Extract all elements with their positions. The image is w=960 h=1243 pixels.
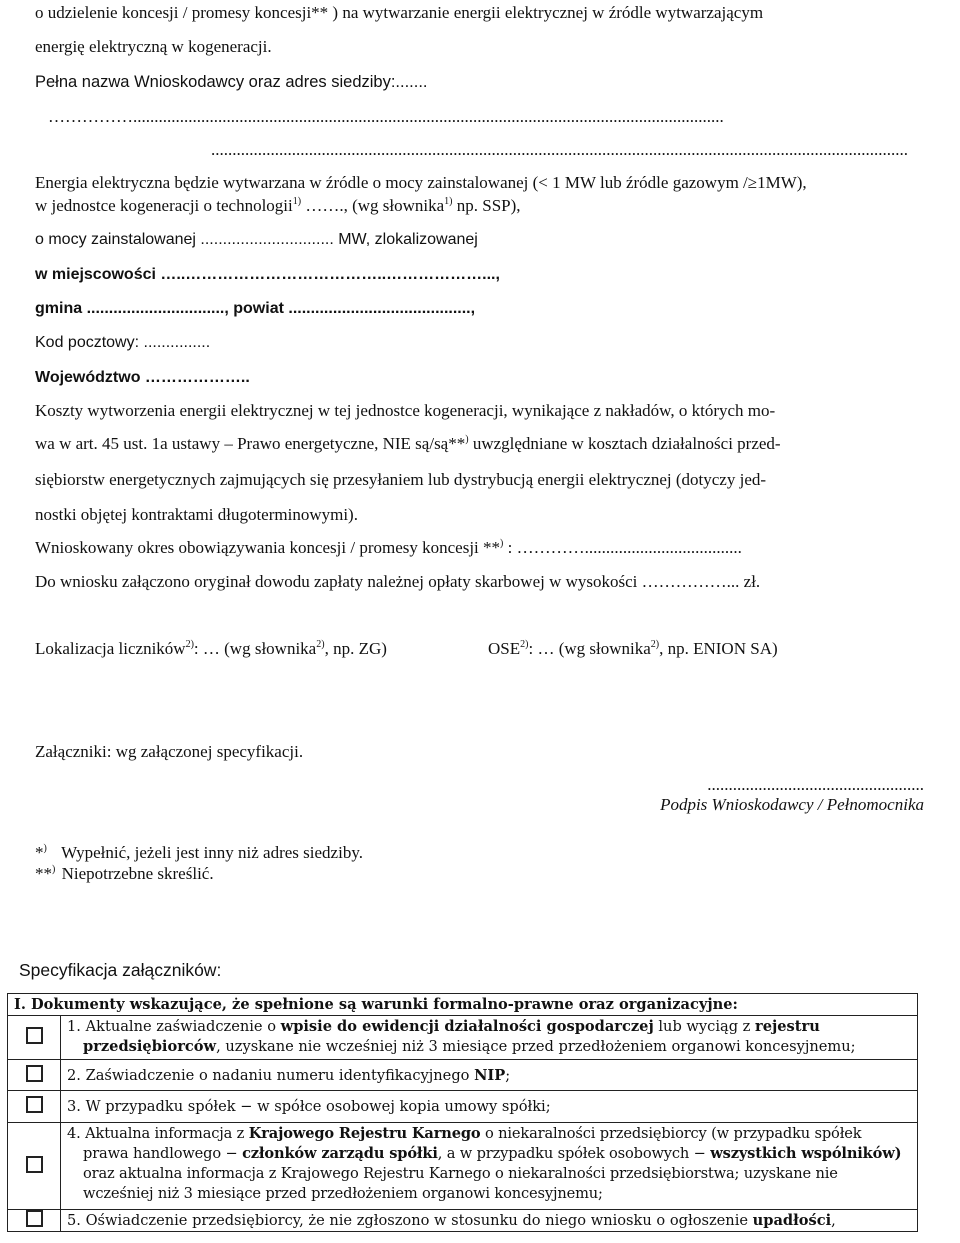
checkbox-cell[interactable] [8, 1091, 61, 1123]
item-text-bold: Krajowego Rejestru Karnego [248, 1125, 481, 1142]
meters-label: Lokalizacja liczników [35, 639, 186, 658]
capacity-line[interactable]: o mocy zainstalowanej .............................. MW, zlokalizowanej [35, 231, 478, 248]
item-text: Zaświadczenie o nadaniu numeru identyfikacyjnego [85, 1066, 475, 1084]
footnote-mark: 2) [316, 639, 325, 650]
costs-text: wa w art. 45 ust. 1a ustawy – Prawo energetyczne, NIE są/są** [35, 434, 466, 453]
footnote-2 [35, 864, 214, 884]
item-number: 5. [67, 1212, 81, 1229]
item-text: ; [505, 1066, 511, 1084]
spec-item [61, 1016, 918, 1060]
item-text-bold: wpisie do ewidencji działalności gospodarczej [280, 1018, 654, 1035]
applicant-label: Pełna nazwa Wnioskodawcy oraz adres siedziby:....... [35, 73, 428, 91]
checkbox-cell[interactable] [8, 1016, 61, 1060]
meters-location[interactable] [35, 639, 387, 659]
checkbox[interactable] [26, 1156, 43, 1173]
item-text: lub wyciąg z [653, 1018, 756, 1035]
item-text-bold: członków zarządu spółki [242, 1145, 438, 1162]
footnote-text: Wypełnić, jeżeli jest inny niż adres siedziby. [61, 843, 363, 862]
item-text: Aktualna informacja z [85, 1125, 249, 1142]
intro-line-2: energię elektryczną w kogeneracji. [35, 37, 272, 56]
spec-row [8, 1123, 918, 1210]
meters-example: , np. ZG) [324, 639, 387, 658]
meters-field[interactable]: : … (wg słownika [193, 639, 317, 658]
footnote-text: Niepotrzebne skreślić. [61, 864, 214, 883]
spec-item [61, 1091, 918, 1123]
item-text-bold: NIP [474, 1066, 506, 1084]
energy-line-2 [35, 196, 521, 216]
footnote-mark: * [35, 843, 44, 862]
costs-line-4: nostki objętej kontraktami długoterminowymi). [35, 505, 358, 524]
spec-row [8, 1016, 918, 1060]
item-text: Aktualne zaświadczenie o [85, 1018, 281, 1035]
applicant-dots-2[interactable]: .................................................................................................................................................................... [211, 140, 908, 159]
spec-section-header: I. Dokumenty wskazujące, że spełnione są warunki formalno-prawne oraz organizacyjne: [8, 994, 918, 1016]
checkbox-cell[interactable] [8, 1210, 61, 1232]
item-number: 3. [67, 1098, 81, 1115]
item-text: W przypadku spółek − w spółce osobowej kopia umowy spółki; [85, 1098, 551, 1115]
ose-location[interactable] [488, 639, 778, 659]
attachments-note: Załączniki: wg załączonej specyfikacji. [35, 742, 304, 761]
checkbox[interactable] [26, 1065, 43, 1082]
footnote-mark: 2) [185, 639, 194, 650]
footnote-mark: ) [500, 538, 504, 549]
voivodeship-field[interactable]: Województwo ……………….. [35, 369, 250, 386]
period-label: Wnioskowany okres obowiązywania koncesji / promesy koncesji ** [35, 538, 501, 557]
payment-line[interactable]: Do wniosku załączono oryginał dowodu zapłaty należnej opłaty skarbowej w wysokości ……………... zł. [35, 572, 761, 591]
footnote-mark: 2) [520, 639, 529, 650]
commune-county-field[interactable]: gmina ..............................., powiat ........................................., [35, 300, 476, 317]
footnote-mark: 1) [444, 196, 453, 207]
signature-line[interactable]: ................................................... [707, 775, 924, 794]
signature-caption: Podpis Wnioskodawcy / Pełnomocnika [660, 795, 924, 814]
item-text-bold: wszystkich wspólników) [710, 1145, 902, 1162]
item-text: , [831, 1212, 836, 1229]
item-text: , uzyskane nie wcześniej niż 3 miesiące przed przedłożeniem organowi koncesyjnemu; [216, 1038, 856, 1055]
ose-example: , np. ENION SA) [659, 639, 778, 658]
spec-row [8, 1210, 918, 1232]
intro-line-1 [35, 3, 763, 23]
item-text-bold: rejestru przedsiębiorców [83, 1018, 820, 1055]
ose-field[interactable]: : … (wg słownika [528, 639, 651, 658]
costs-line-2 [35, 434, 781, 454]
spec-item [61, 1123, 918, 1210]
item-number: 2. [67, 1066, 81, 1084]
postal-code-field[interactable]: Kod pocztowy: ............... [35, 334, 211, 351]
item-number: 1. [67, 1018, 81, 1035]
energy-line-1: Energia elektryczna będzie wytwarzana w źródle o mocy zainstalowanej (< 1 MW lub źródle gazowym /≥1MW), [35, 173, 807, 192]
technology-label: w jednostce kogeneracji o technologii [35, 196, 293, 215]
item-number: 4. [67, 1125, 81, 1142]
technology-field[interactable]: ……., (wg słownika [305, 196, 445, 215]
costs-line-1: Koszty wytworzenia energii elektrycznej w tej jednostce kogeneracji, wynikające z nakładów, o których mo- [35, 401, 776, 420]
spec-header-row [8, 994, 918, 1016]
item-text-bold: upadłości [752, 1212, 832, 1229]
ose-label: OSE [488, 639, 521, 658]
costs-line-3: siębiorstw energetycznych zajmujących się przesyłaniem lub dystrybucją energii elektrycznej (dotyczy jed- [35, 470, 767, 489]
costs-text-cont: uwzględniane w kosztach działalności przed- [472, 434, 781, 453]
intro-text: o udzielenie koncesji / promesy koncesji** ) na wytwarzanie energii elektrycznej w źródle wytwarzającym [35, 3, 764, 22]
footnote-mark: 1) [292, 196, 302, 207]
item-text: oraz aktualna informacja z Krajowego Rejestru Karnego o niekaralności przedsiębiorstwa; uzyskane nie wcześniej niż 3 miesiące przed przedłożeniem organowi koncesyjnemu; [83, 1165, 838, 1202]
locality-field[interactable]: w miejscowości …..………………………………..………………..., [35, 266, 500, 283]
applicant-dots-1[interactable]: ……………........................................................................................................................................... [48, 107, 724, 126]
spec-table [7, 993, 918, 1232]
spec-row [8, 1091, 918, 1123]
item-text: , a w przypadku spółek osobowych − [437, 1145, 711, 1162]
checkbox[interactable] [26, 1096, 43, 1113]
technology-example: np. SSP), [456, 196, 521, 215]
checkbox-cell[interactable] [8, 1060, 61, 1091]
footnote-mark: 2) [650, 639, 660, 650]
footnote-mark: ) [465, 434, 469, 445]
spec-item [61, 1210, 918, 1232]
item-text: o niekaralności przedsiębiorcy (w przypadku spółek prawa handlowego − [83, 1125, 862, 1162]
checkbox-cell[interactable] [8, 1123, 61, 1210]
footnote-mark: ) [43, 843, 47, 854]
period-field[interactable]: : …………..................................... [503, 538, 742, 557]
spec-row [8, 1060, 918, 1091]
signature-block [660, 775, 924, 815]
footnote-mark: ** [35, 864, 52, 883]
checkbox[interactable] [26, 1027, 43, 1044]
period-line [35, 538, 742, 558]
footnote-1 [35, 843, 363, 863]
item-text: Oświadczenie przedsiębiorcy, że nie zgłoszono w stosunku do niego wniosku o ogłoszenie [85, 1212, 753, 1229]
spec-item [61, 1060, 918, 1091]
footnote-mark: ) [52, 864, 56, 875]
spec-title: Specyfikacja załączników: [19, 960, 222, 980]
checkbox[interactable] [26, 1210, 43, 1227]
